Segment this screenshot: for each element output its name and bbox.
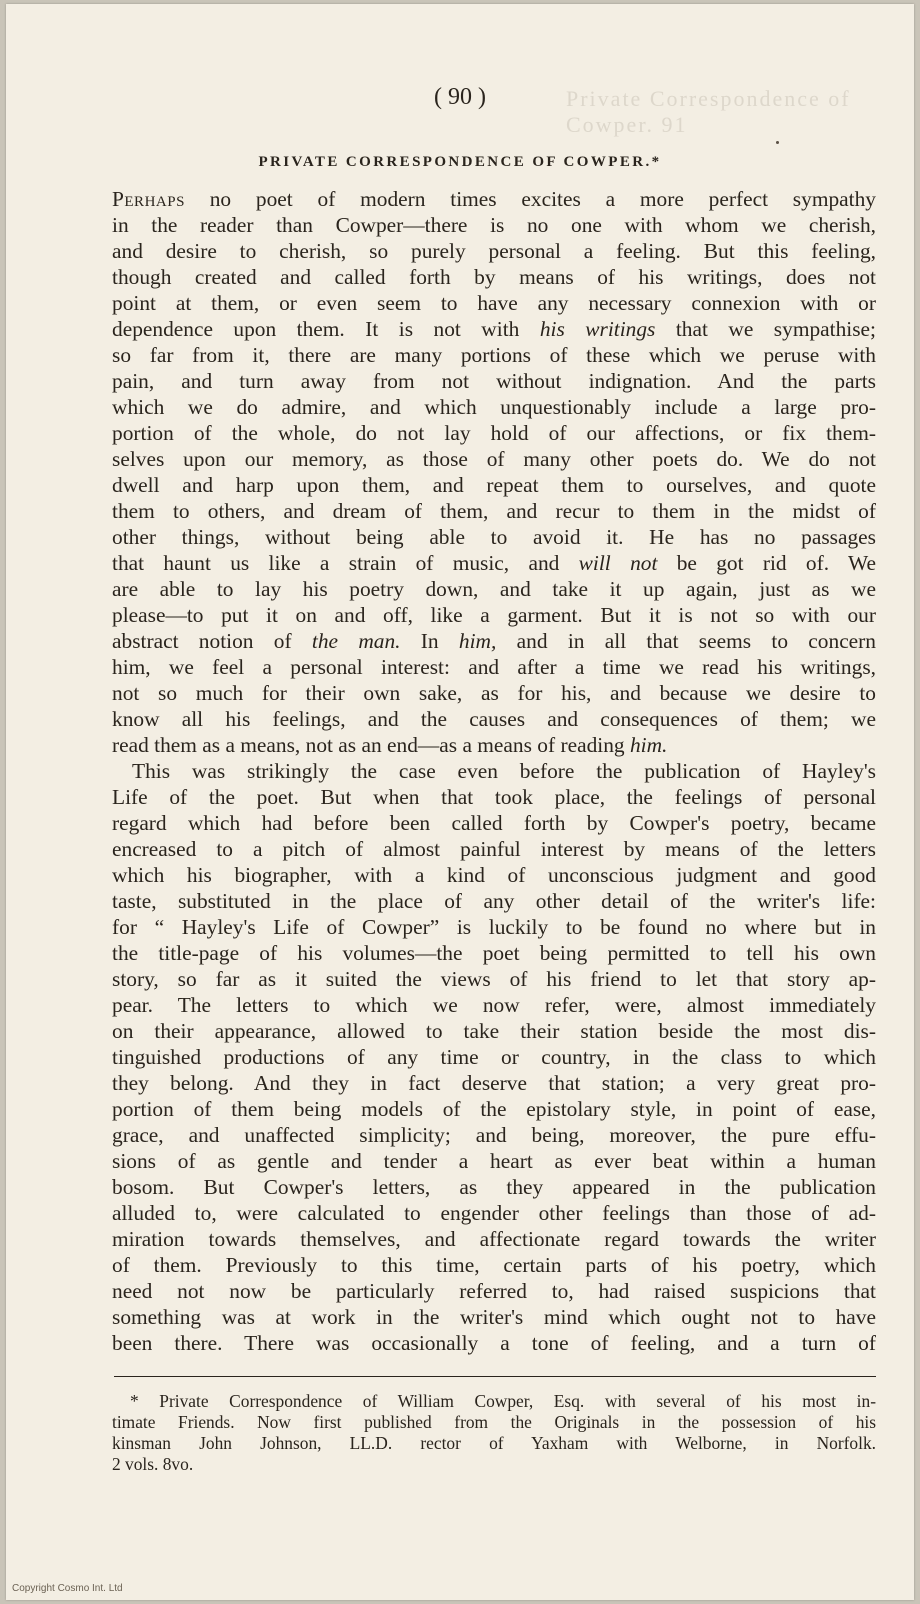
text-line: in the reader than Cowper—there is no one with whom we cherish, xyxy=(112,213,876,237)
line-text: that we sympathise; xyxy=(655,317,876,341)
text-line: dwell and harp upon them, and repeat them to ourselves, and quote xyxy=(112,473,876,497)
text-line: on their appearance, allowed to take their station beside the most dis- xyxy=(112,1019,876,1043)
text-line xyxy=(112,550,876,576)
text-line: bosom. But Cowper's letters, as they appeared in the publication xyxy=(112,1175,876,1199)
text-line: of them. Previously to this time, certain parts of his poetry, which xyxy=(112,1253,876,1277)
italic-text: will not xyxy=(578,551,658,575)
line-text: dependence upon them. It is not with xyxy=(112,317,540,341)
text-line: need not now be particularly referred to, had raised suspicions that xyxy=(112,1279,876,1303)
italic-text: him. xyxy=(629,733,668,757)
text-line: miration towards themselves, and affectionate regard towards the writer xyxy=(112,1227,876,1251)
line-text: and in all that seems to concern xyxy=(496,629,876,653)
text-line: the title-page of his volumes—the poet being permitted to tell his own xyxy=(112,941,876,965)
text-line: not so much for their own sake, as for his, and because we desire to xyxy=(112,681,876,705)
line-text: that haunt us like a strain of music, and xyxy=(112,551,579,575)
footnote-line: 2 vols. 8vo. xyxy=(112,1454,194,1474)
text-line: This was strikingly the case even before the publication of Hayley's xyxy=(132,759,876,783)
text-line xyxy=(112,186,876,212)
text-line: them to others, and dream of them, and recur to them in the midst of xyxy=(112,499,876,523)
text-line: they belong. And they in fact deserve that station; a very great pro- xyxy=(112,1071,876,1095)
text-line: regard which had before been called forth by Cowper's poetry, became xyxy=(112,811,876,835)
text-line: so far from it, there are many portions of these which we peruse with xyxy=(112,343,876,367)
opening-word: Perhaps xyxy=(112,187,185,211)
footnote-line: timate Friends. Now first published from the Originals in the possession of his xyxy=(112,1412,876,1432)
text-line: which his biographer, with a kind of unconscious judgment and good xyxy=(112,863,876,887)
text-line: point at them, or even seem to have any necessary connexion with or xyxy=(112,291,876,315)
line-text: In xyxy=(400,629,459,653)
text-line: alluded to, were calculated to engender other feelings than those of ad- xyxy=(112,1201,876,1225)
line-text: abstract notion of xyxy=(112,629,312,653)
article-title: PRIVATE CORRESPONDENCE OF COWPER.* xyxy=(258,154,662,170)
text-line: selves upon our memory, as those of many other poets do. We do not xyxy=(112,447,876,471)
text-line: tinguished productions of any time or country, in the class to which xyxy=(112,1045,876,1069)
ink-speck xyxy=(776,141,779,144)
footnote-line: * Private Correspondence of William Cowper, Esq. with several of his most in- xyxy=(130,1391,876,1411)
text-line: portion of them being models of the epistolary style, in point of ease, xyxy=(112,1097,876,1121)
text-line: which we do admire, and which unquestionably include a large pro- xyxy=(112,395,876,419)
footnote-rule xyxy=(114,1376,876,1377)
line-text: no poet of modern times excites a more perfect sympathy xyxy=(209,187,876,211)
text-line: portion of the whole, do not lay hold of our affections, or fix them- xyxy=(112,421,876,445)
text-line: are able to lay his poetry down, and take it up again, just as we xyxy=(112,577,876,601)
book-page xyxy=(6,4,914,1600)
italic-text: him, xyxy=(458,629,497,653)
text-line: grace, and unaffected simplicity; and being, moreover, the pure effu- xyxy=(112,1123,876,1147)
copyright-watermark: Copyright Cosmo Int. Ltd xyxy=(12,1583,123,1594)
text-line: taste, substituted in the place of any other detail of the writer's life: xyxy=(112,889,876,913)
text-line: something was at work in the writer's mind which ought not to have xyxy=(112,1305,876,1329)
text-line: story, so far as it suited the views of his friend to let that story ap- xyxy=(112,967,876,991)
text-line: Life of the poet. But when that took place, the feelings of personal xyxy=(112,785,876,809)
text-line: and desire to cherish, so purely personal a feeling. But this feeling, xyxy=(112,239,876,263)
line-text: read them as a means, not as an end—as a means of reading xyxy=(112,733,630,757)
text-line: been there. There was occasionally a tone of feeling, and a turn of xyxy=(112,1331,876,1355)
text-line xyxy=(112,628,876,654)
footnote-line: kinsman John Johnson, LL.D. rector of Yaxham with Welborne, in Norfolk. xyxy=(112,1433,876,1453)
text-line: pear. The letters to which we now refer, were, almost immediately xyxy=(112,993,876,1017)
text-line xyxy=(112,316,876,342)
page-number: ( 90 ) xyxy=(434,84,486,110)
italic-text: his writings xyxy=(539,317,656,341)
text-line: sions of as gentle and tender a heart as ever beat within a human xyxy=(112,1149,876,1173)
footnote xyxy=(112,1391,876,1475)
text-line: know all his feelings, and the causes and consequences of them; we xyxy=(112,707,876,731)
text-line: pain, and turn away from not without indignation. And the parts xyxy=(112,369,876,393)
text-line xyxy=(112,732,876,758)
text-line: encreased to a pitch of almost painful interest by means of the letters xyxy=(112,837,876,861)
text-line: him, we feel a personal interest: and after a time we read his writings, xyxy=(112,655,876,679)
text-line: please—to put it on and off, like a garment. But it is not so with our xyxy=(112,603,876,627)
italic-text: the man. xyxy=(311,629,401,653)
text-line: other things, without being able to avoid it. He has no passages xyxy=(112,525,876,549)
text-line: for “ Hayley's Life of Cowper” is luckily to be found no where but in xyxy=(112,915,876,939)
text-line: though created and called forth by means of his writings, does not xyxy=(112,265,876,289)
line-text: be got rid of. We xyxy=(657,551,876,575)
show-through-header: Private Correspondence of Cowper. 91 xyxy=(566,86,851,137)
article-body xyxy=(112,186,876,1356)
